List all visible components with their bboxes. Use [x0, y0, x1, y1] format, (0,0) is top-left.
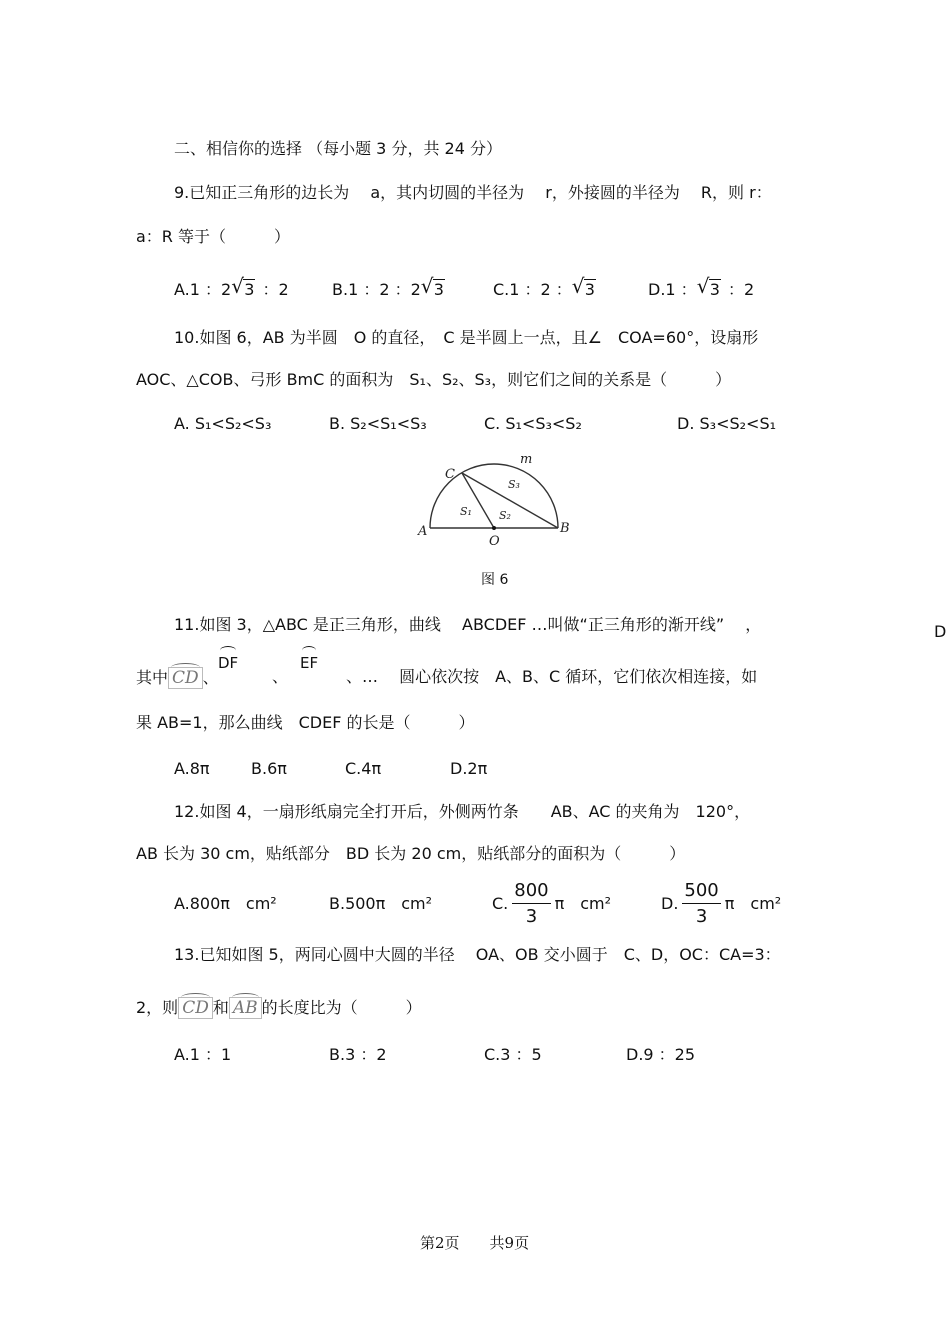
figure-caption: 图 6 — [481, 572, 509, 588]
q12-option-d: D. $\frac{500}{3}$ π cm² — [661, 876, 781, 932]
fraction-500-3: $\frac{500}{3}$ — [684, 880, 719, 927]
label-b: B — [560, 521, 570, 536]
label-m: m — [520, 452, 533, 467]
q11-option-b: B.6π — [251, 759, 287, 778]
segment-co — [462, 473, 494, 528]
q10-stem-line1: 10.如图 6，AB 为半圆 O 的直径， C 是半圆上一点，且∠ COA=60°，设扇形 — [174, 328, 759, 347]
q11-separator: 、 — [272, 667, 289, 686]
arc-cd-image: CD — [168, 667, 203, 689]
arc-ab-image: AB — [229, 997, 262, 1019]
q13-option-b: B.3 ：2 — [329, 1045, 387, 1064]
center-point-o — [492, 526, 496, 530]
q13-stem-line1: 13.已知如图 5，两同心圆中大圆的半径 OA、OB 交小圆于 C、D，OC：CA=3： — [174, 945, 781, 964]
q12-stem-line2: AB 长为 30 cm，贴纸部分 BD 长为 20 cm，贴纸部分的面积为（ ） — [136, 844, 686, 863]
label-s2: S₂ — [499, 509, 511, 522]
q13-option-d: D.9 ：25 — [626, 1045, 696, 1064]
q10-option-a: A. S₁<S₂<S₃ — [174, 414, 272, 433]
q10-option-b: B. S₂<S₁<S₃ — [329, 414, 427, 433]
q9-option-d: D.1 ： √ 3 ：2 — [648, 274, 755, 299]
q11-margin-stray-text: D — [934, 622, 947, 641]
q11-stem-line1: 11.如图 3，△ABC 是正三角形，曲线 ABCDEF …叫做“正三角形的渐开线” ， — [174, 615, 762, 634]
arc-ef-label: EF — [300, 654, 318, 672]
semicircle-figure — [410, 448, 580, 548]
q12-option-c: C. $\frac{800}{3}$ π cm² — [492, 876, 611, 932]
q11-stem-line3: 果 AB=1，那么曲线 CDEF 的长是（ ） — [136, 713, 475, 732]
fraction-800-3: $\frac{800}{3}$ — [514, 880, 549, 927]
q12-option-b: B.500π cm² — [329, 894, 433, 913]
arc-cd-image: CD — [178, 997, 213, 1019]
label-o: O — [489, 534, 500, 548]
q10-option-c: C. S₁<S₃<S₂ — [484, 414, 582, 433]
q9-option-a: A.1 ：2 √ 3 ：2 — [174, 274, 289, 299]
q11-stem-line2-rest: 、… 圆心依次按 A、B、C 循环，它们依次相连接，如 — [346, 667, 758, 686]
q11-option-a: A.8π — [174, 759, 210, 778]
label-a: A — [418, 524, 428, 539]
arc-df-label: DF — [218, 654, 238, 672]
label-s1: S₁ — [460, 505, 472, 518]
q11-option-c: C.4π — [345, 759, 382, 778]
q10-option-d: D. S₃<S₂<S₁ — [677, 414, 777, 433]
q12-stem-line1: 12.如图 4，一扇形纸扇完全打开后，外侧两竹条 AB、AC 的夹角为 120°， — [174, 802, 751, 821]
label-c: C — [445, 467, 455, 482]
q12-option-a: A.800π cm² — [174, 894, 277, 913]
label-s3: S₃ — [508, 478, 520, 491]
q9-stem-line1: 9.已知正三角形的边长为 a，其内切圆的半径为 r，外接圆的半径为 R，则 r： — [174, 183, 772, 202]
q9-option-b: B.1 ：2 ：2 √ 3 — [332, 274, 444, 299]
page-footer: 第2页 共9页 — [420, 1234, 530, 1252]
q9-stem-line2: a：R 等于（ ） — [136, 227, 291, 246]
q9-option-c: C.1 ：2 ： √ 3 — [493, 274, 595, 299]
q10-stem-line2: AOC、△COB、弓形 BmC 的面积为 S₁、S₂、S₃，则它们之间的关系是（ ） — [136, 370, 732, 389]
q11-option-d: D.2π — [450, 759, 488, 778]
q13-option-a: A.1 ：1 — [174, 1045, 232, 1064]
section-title: 二、相信你的选择 （每小题 3 分，共 24 分） — [174, 139, 502, 158]
q13-option-c: C.3 ：5 — [484, 1045, 542, 1064]
q13-stem-line2: 2，则 CD 和 AB 的长度比为（ ） — [136, 997, 422, 1019]
q11-stem-line2-prefix: 其中 CD 、 — [136, 667, 219, 689]
